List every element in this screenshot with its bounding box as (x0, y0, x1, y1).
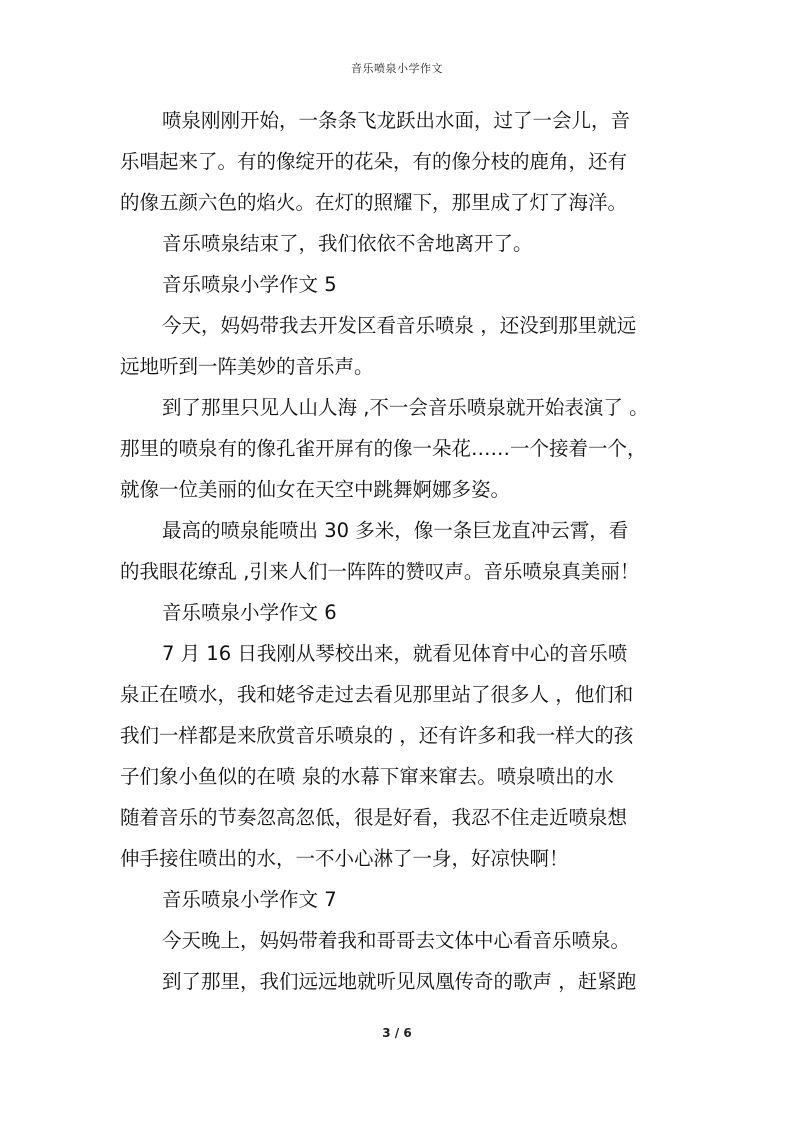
section-heading: 音乐喷泉小学作文 5 (162, 273, 337, 296)
text-line: 子们象小鱼似的在喷 泉的水幕下窜来窜去。喷泉喷出的水 (120, 765, 614, 788)
text-line: 泉正在喷水，我和姥爷走过去看见那里站了很多人 ，他们和 (120, 683, 634, 706)
text-line: 我们一样都是来欣赏音乐喷泉的 ，还有许多和我一样大的孩 (120, 724, 634, 747)
text-line: 的我眼花缭乱 ,引来人们一阵阵的赞叹声。音乐喷泉真美丽！ (120, 560, 640, 583)
text-line: 喷泉刚刚开始，一条条飞龙跃出水面，过了一会儿，音 (162, 109, 631, 132)
text-line: 最高的喷泉能喷出 30 多米，像一条巨龙直冲云霄，看 (162, 519, 629, 542)
text-line: 今天，妈妈带我去开发区看音乐喷泉 ，还没到那里就远 (162, 314, 637, 337)
text-line: 乐唱起来了。有的像绽开的花朵，有的像分枝的鹿角，还有 (120, 150, 628, 173)
essay-body (120, 100, 692, 1002)
text-line: 随着音乐的节奏忽高忽低，很是好看，我忍不住走近喷泉想 (120, 806, 628, 829)
section-heading: 音乐喷泉小学作文 7 (162, 888, 337, 911)
text-line: 就像一位美丽的仙女在天空中跳舞婀娜多姿。 (120, 478, 511, 501)
section-heading: 音乐喷泉小学作文 6 (162, 601, 337, 624)
text-line: 伸手接住喷出的水，一不小心淋了一身，好凉快啊！ (120, 847, 569, 870)
text-line: 远地听到一阵美妙的音乐声。 (120, 355, 374, 378)
text-line: 音乐喷泉结束了，我们依依不舍地离开了。 (162, 232, 533, 255)
page-header: 音乐喷泉小学作文 (351, 62, 443, 75)
text-line: 的像五颜六色的焰火。在灯的照耀下，那里成了灯了海洋。 (120, 191, 628, 214)
text-line: 那里的喷泉有的像孔雀开屏有的像一朵花……一个接着一个， (120, 437, 647, 460)
text-line: 到了那里只见人山人海 ,不一会音乐喷泉就开始表演了 。 (162, 396, 649, 419)
text-line: 到了那里，我们远远地就听见凤凰传奇的歌声 ，赶紧跑 (162, 970, 637, 993)
text-line: 今天晚上，妈妈带着我和哥哥去文体中心看音乐喷泉。 (162, 929, 631, 952)
page-number: 3 / 6 (382, 1026, 412, 1040)
text-line: 7 月 16 日我刚从琴校出来，就看见体育中心的音乐喷 (162, 642, 628, 665)
